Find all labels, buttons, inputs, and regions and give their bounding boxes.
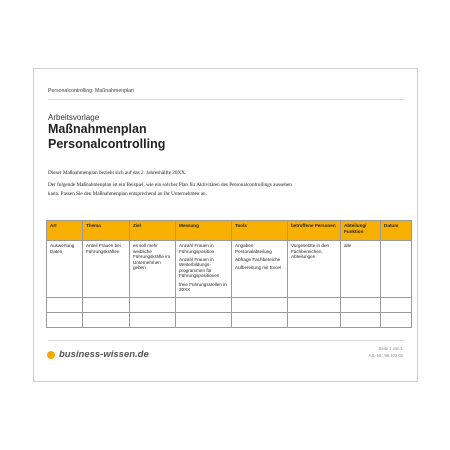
column-header-datum: Datum <box>381 221 412 241</box>
running-header: Personalcontrolling: Maßnahmenplan <box>48 88 134 94</box>
cell-thema: Anteil Frauen bei Führungskräften <box>83 241 130 298</box>
title-line-2: Personalcontrolling <box>48 136 166 151</box>
footer-divider <box>48 340 405 341</box>
logo-dot-icon <box>47 351 55 359</box>
table-cell <box>288 298 341 313</box>
page-number: Seite 1 von 1 <box>378 346 403 351</box>
intro-paragraph-2: Der folgende Maßnahmenplan ist ein Beispiel, wie ein solcher Plan für Aktivitäten des Personalcontrollings aussehen kann. Passen Sie den Maßnahmenplan entsprechend an Ihr Unternehmen an. <box>48 182 292 197</box>
cell-tools <box>232 241 288 298</box>
column-header-abteilung: Abteilung/ Funktion <box>341 221 381 241</box>
page-info <box>369 345 403 359</box>
table-cell <box>83 313 130 328</box>
table-cell <box>288 313 341 328</box>
intro-paragraph-1: Dieser Maßnahmenplan bezieht sich auf das 2. Jahreshälfte 20XX. <box>48 170 187 176</box>
column-header-personen: betroffene Personen <box>288 221 341 241</box>
column-header-art: Art <box>47 221 83 241</box>
table-cell <box>130 313 176 328</box>
table-cell <box>83 298 130 313</box>
cell-abteilung: alle <box>341 241 381 298</box>
table-cell <box>176 313 232 328</box>
table-cell <box>341 298 381 313</box>
cell-text: Auswertung <box>50 243 75 248</box>
table-cell <box>47 313 83 328</box>
column-header-thema: Thema <box>83 221 130 241</box>
article-number: Art.-Nr.: 99.102.02 <box>368 353 403 358</box>
cell-text: Daten <box>50 248 63 254</box>
table-row <box>47 298 412 313</box>
column-header-messung: Messung <box>176 221 232 241</box>
cell-text: Anzahl Frauen in Führungsposition <box>179 243 215 254</box>
table-cell <box>130 298 176 313</box>
intro-text <box>48 169 298 202</box>
cell-messung <box>176 241 232 298</box>
table-row <box>47 313 412 328</box>
table-header-row <box>47 221 412 241</box>
document-kicker: Arbeitsvorlage <box>48 113 100 122</box>
column-header-tools: Tools <box>232 221 288 241</box>
column-header-ziel: Ziel <box>130 221 176 241</box>
cell-ziel: es soll mehr weibliche Führungskräfte im Unternehmen geben <box>130 241 176 298</box>
brand-logo <box>47 349 149 360</box>
cell-datum <box>381 241 412 298</box>
table-cell <box>341 313 381 328</box>
document-page <box>33 68 418 382</box>
cell-text: Aufbereitung mit Excel <box>235 264 281 270</box>
table-cell <box>381 298 412 313</box>
cell-text: Anzahl Frauen in Weiterbildungs-programmen für Führungspositionen <box>179 256 220 279</box>
table-cell <box>176 298 232 313</box>
measures-table <box>46 220 412 328</box>
table-cell <box>47 298 83 313</box>
table-cell <box>381 313 412 328</box>
title-line-1: Maßnahmenplan <box>48 122 147 136</box>
table-cell <box>232 313 288 328</box>
cell-text: freie Führungsstellen in 20XX <box>179 281 227 293</box>
cell-text: Abfrage Fachbereiche <box>235 256 281 262</box>
header-divider <box>48 99 405 100</box>
cell-personen: Vorgesetzte in den Fachbereichen, Abteilungen <box>288 241 341 298</box>
table-cell <box>232 298 288 313</box>
table-row <box>47 241 412 298</box>
cell-text: Angaben Personalabteilung <box>235 243 272 254</box>
cell-art <box>47 241 83 298</box>
logo-text: business-wissen.de <box>59 349 149 360</box>
document-title <box>48 122 165 151</box>
